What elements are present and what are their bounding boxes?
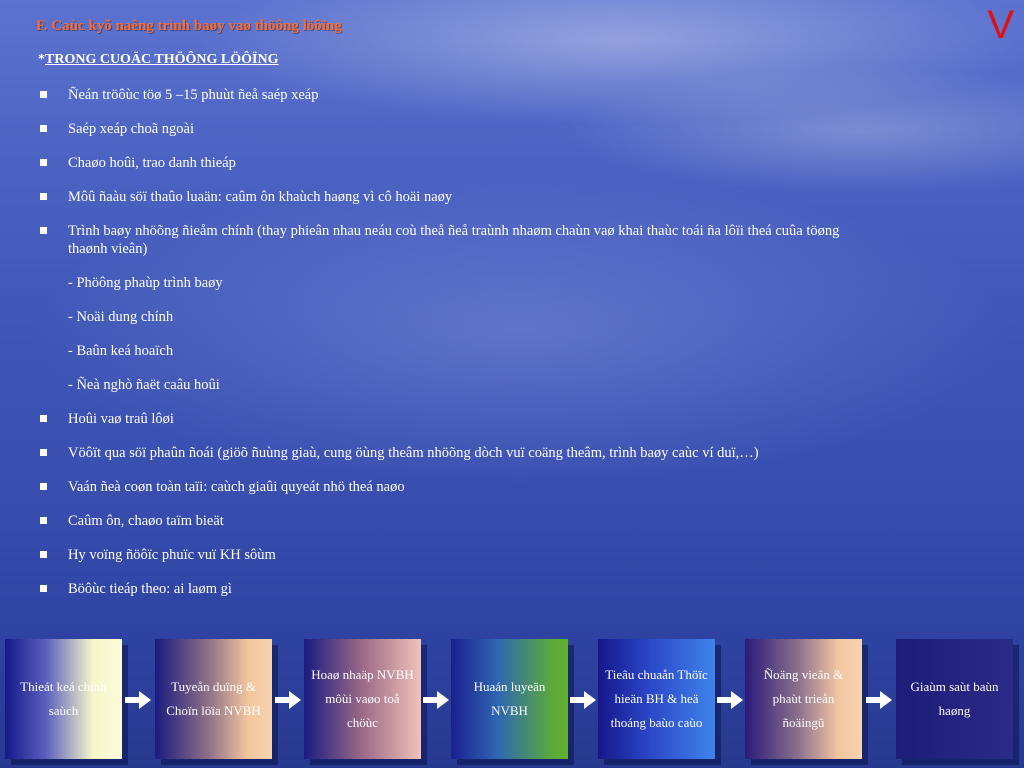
bullet-icon bbox=[40, 91, 47, 98]
sub-item-text: - Noäi dung chính bbox=[68, 309, 174, 325]
sub-item bbox=[38, 342, 868, 360]
list-item-text: Môû ñaàu söï thaûo luaän: caûm ôn khaùch haøng vì cô hoäi naøy bbox=[68, 189, 453, 205]
arrow-right-icon bbox=[864, 688, 894, 712]
flow-step-policy bbox=[5, 639, 122, 759]
flow-step-training bbox=[451, 639, 568, 759]
list-item bbox=[38, 546, 868, 564]
sub-item-text: - Ñeà nghò ñaët caâu hoûi bbox=[68, 377, 220, 393]
flow-step-label: Hoaø nhaäp NVBH môùi vaøo toå chöùc bbox=[311, 667, 414, 730]
arrow-right-icon bbox=[123, 688, 153, 712]
list-item bbox=[38, 580, 868, 598]
list-item-text: Vaán ñeà coøn toàn taïi: caùch giaûi quyeát nhö theá naøo bbox=[68, 479, 405, 495]
section-heading bbox=[38, 52, 279, 68]
flow-step-label: Ñoäng vieân & phaùt trieån ñoäingũ bbox=[763, 667, 844, 730]
bullet-list bbox=[38, 86, 868, 614]
bullet-icon bbox=[40, 125, 47, 132]
bullet-icon bbox=[40, 193, 47, 200]
list-item bbox=[38, 86, 868, 104]
sub-item-text: - Phöông phaùp trình baøy bbox=[68, 275, 223, 291]
bullet-icon bbox=[40, 585, 47, 592]
list-item bbox=[38, 120, 868, 138]
list-item-text: Vöôït qua söï phaûn ñoái (giöõ ñuùng giaù, cung öùng theâm nhöõng dòch vuï coäng theâm, trình baøy caùc ví duï,…) bbox=[68, 445, 759, 461]
flow-step-label: Tuyeån duïng & Choïn löïa NVBH bbox=[166, 679, 261, 718]
sub-item bbox=[38, 376, 868, 394]
arrow-right-icon bbox=[421, 688, 451, 712]
list-item-text: Caûm ôn, chaøo taïm bieät bbox=[68, 513, 224, 529]
flow-step-onboarding bbox=[304, 639, 421, 759]
list-item bbox=[38, 410, 868, 428]
list-item-text: Saép xeáp choã ngoài bbox=[68, 121, 195, 137]
list-item-text: Hoûi vaø traû lôøi bbox=[68, 411, 174, 427]
list-item-text: Böôùc tieáp theo: ai laøm gì bbox=[68, 581, 232, 597]
heading-text: TRONG CUOÄC THÖÔNG LÖÔÏNG bbox=[45, 52, 279, 67]
flow-step-label: Huaán luyeän NVBH bbox=[473, 679, 546, 718]
bullet-icon bbox=[40, 159, 47, 166]
sub-item-text: - Baûn keá hoaïch bbox=[68, 343, 174, 359]
heading-prefix: * bbox=[38, 52, 45, 67]
list-item-text: Chaøo hoûi, trao danh thieáp bbox=[68, 155, 236, 171]
process-flow bbox=[0, 636, 1024, 768]
flow-step-motivation bbox=[745, 639, 862, 759]
flow-step-supervision bbox=[896, 639, 1013, 759]
logo-mark: V bbox=[987, 3, 1014, 47]
bullet-icon bbox=[40, 517, 47, 524]
slide-title: F. Caùc kyõ naêng trình baøy vaø thöông löôïng bbox=[36, 18, 342, 34]
bullet-icon bbox=[40, 551, 47, 558]
list-item bbox=[38, 222, 868, 258]
flow-step-standards bbox=[598, 639, 715, 759]
bullet-icon bbox=[40, 415, 47, 422]
list-item bbox=[38, 444, 868, 462]
list-item-text: Hy voïng ñöôïc phuïc vuï KH sôùm bbox=[68, 547, 276, 563]
list-item bbox=[38, 154, 868, 172]
arrow-right-icon bbox=[273, 688, 303, 712]
list-item bbox=[38, 478, 868, 496]
list-item-text: Trình baøy nhöõng ñieåm chính (thay phieân nhau neáu coù theå ñeå traùnh nhaøm chaùn vaø khai thaùc toái ña lôïi theá cuûa töøng thaønh vieân) bbox=[68, 223, 840, 257]
bullet-icon bbox=[40, 483, 47, 490]
bullet-icon bbox=[40, 449, 47, 456]
flow-step-label: Thieát keá chính saùch bbox=[20, 679, 107, 718]
list-item bbox=[38, 188, 868, 206]
flow-step-recruitment bbox=[155, 639, 272, 759]
sub-item bbox=[38, 274, 868, 292]
list-item-text: Ñeán tröôùc töø 5 –15 phuùt ñeå saép xeáp bbox=[68, 87, 319, 103]
sub-item bbox=[38, 308, 868, 326]
arrow-right-icon bbox=[715, 688, 745, 712]
bullet-icon bbox=[40, 227, 47, 234]
flow-step-label: Giaùm saùt baùn haøng bbox=[910, 679, 999, 718]
arrow-right-icon bbox=[568, 688, 598, 712]
list-item bbox=[38, 512, 868, 530]
flow-step-label: Tieâu chuaån Thöïc hieän BH & heä thoáng baùo caùo bbox=[605, 667, 708, 730]
